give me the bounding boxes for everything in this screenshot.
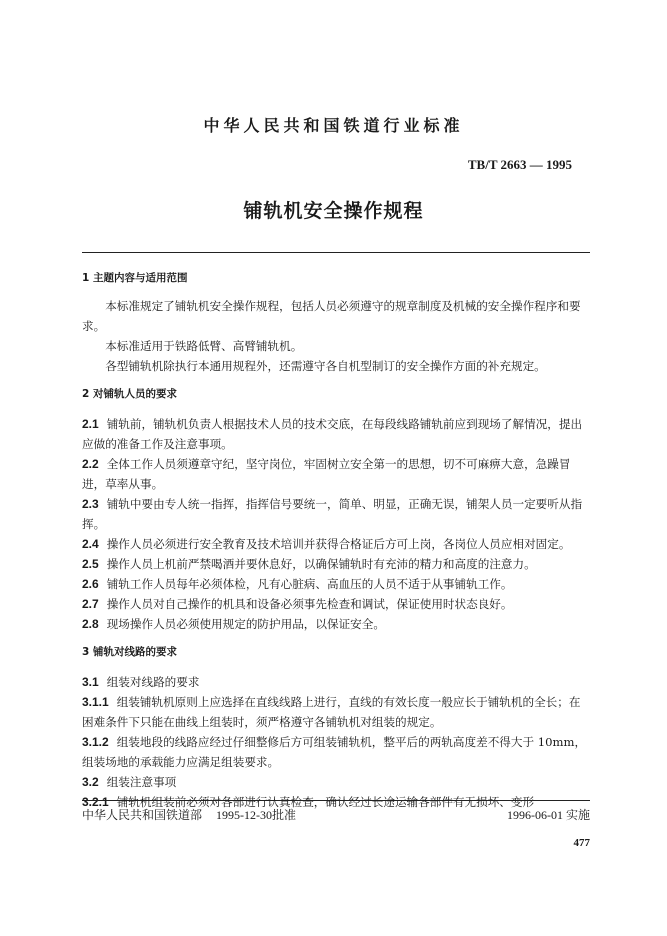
title-divider — [82, 252, 590, 253]
clause-text: 组装对线路的要求 — [106, 675, 200, 689]
clause-number: 3.2.1 — [82, 795, 109, 809]
section-2-heading: 2 对铺轨人员的要求 — [82, 388, 177, 400]
clause-text: 组装注意事项 — [106, 775, 177, 789]
clause-text: 操作人员上机前严禁喝酒并要休息好，以确保铺轨时有充沛的精力和高度的注意力。 — [106, 557, 536, 571]
clause-2-3 — [82, 494, 590, 534]
page-number: 477 — [573, 837, 590, 849]
clause-2-2 — [82, 454, 590, 494]
implementation-date: 1996-06-01 实施 — [507, 808, 590, 822]
clause-2-5 — [82, 554, 590, 574]
clause-text: 全体工作人员须遵章守纪，坚守岗位，牢固树立安全第一的思想，切不可麻痹大意，急躁冒进，草率从事。 — [82, 457, 571, 491]
footer-divider — [82, 800, 590, 801]
clause-text: 操作人员必须进行安全教育及技术培训并获得合格证后方可上岗，各岗位人员应相对固定。 — [106, 537, 571, 551]
footer-issuer-block — [82, 806, 296, 823]
section-3-heading: 3 铺轨对线路的要求 — [82, 646, 177, 658]
clause-number: 3.2 — [82, 775, 99, 789]
clause-number: 2.8 — [82, 617, 99, 631]
clause-3-1 — [82, 672, 590, 692]
issuing-authority: 中华人民共和国铁道部 — [82, 808, 203, 822]
clause-number: 2.1 — [82, 417, 99, 431]
clause-text: 铺轨前，铺轨机负责人根据技术人员的技术交底，在每段线路铺轨前应到现场了解情况，提出应做的准备工作及注意事项。 — [82, 417, 583, 451]
clause-text: 铺轨机组装前必须对各部进行认真检查，确认经过长途运输各部件有无损坏、变形 — [116, 795, 535, 809]
clause-text: 操作人员对自己操作的机具和设备必须事先检查和调试，保证使用时状态良好。 — [106, 597, 513, 611]
clause-3-1-1 — [82, 692, 590, 732]
clause-3-1-2 — [82, 732, 590, 772]
approval-date: 1995-12-30批准 — [216, 808, 297, 822]
standard-code: TB/T 2663 — 1995 — [467, 157, 572, 172]
clause-text: 现场操作人员必须使用规定的防护用品，以保证安全。 — [106, 617, 385, 631]
clause-2-8 — [82, 614, 590, 634]
section-1-heading: 1 主题内容与适用范围 — [82, 272, 188, 284]
clause-number: 2.7 — [82, 597, 99, 611]
clause-number: 3.1 — [82, 675, 99, 689]
clause-2-1 — [82, 414, 590, 454]
clause-text: 组装地段的线路应经过仔细整修后方可组装铺轨机，整平后的两轨高度差不得大于 10mm，组装场地的承载能力应满足组装要求。 — [82, 735, 587, 769]
clause-number: 2.3 — [82, 497, 99, 511]
clause-number: 2.4 — [82, 537, 99, 551]
clause-2-4 — [82, 534, 590, 554]
section-1-paragraph-2: 本标准适用于铁路低臂、高臂铺轨机。 — [105, 339, 303, 353]
clause-number: 3.1.2 — [82, 735, 109, 749]
clause-text: 铺轨工作人员每年必须体检，凡有心脏病、高血压的人员不适于从事铺轨工作。 — [106, 577, 513, 591]
clause-number: 2.5 — [82, 557, 99, 571]
section-1-paragraph-3: 各型铺轨机除执行本通用规程外，还需遵守各自机型制订的安全操作方面的补充规定。 — [105, 359, 546, 373]
document-body — [82, 268, 590, 812]
section-1-paragraph-1: 本标准规定了铺轨机安全操作规程，包括人员必须遵守的规章制度及机械的安全操作程序和要求。 — [82, 299, 581, 333]
document-title: 铺轨机安全操作规程 — [243, 200, 424, 222]
clause-number: 2.6 — [82, 577, 99, 591]
clause-text: 组装铺轨机原则上应选择在直线线路上进行，直线的有效长度一般应长于铺轨机的全长；在困难条件下只能在曲线上组装时，须严格遵守各铺轨机对组装的规定。 — [82, 695, 581, 729]
clause-2-7 — [82, 594, 590, 614]
clause-3-2 — [82, 772, 590, 792]
clause-text: 铺轨中要由专人统一指挥，指挥信号要统一，简单、明显，正确无误，铺架人员一定要听从指挥。 — [82, 497, 583, 531]
clause-number: 3.1.1 — [82, 695, 109, 709]
clause-2-6 — [82, 574, 590, 594]
clause-number: 2.2 — [82, 457, 99, 471]
industry-standard-heading: 中华人民共和国铁道行业标准 — [203, 116, 464, 135]
